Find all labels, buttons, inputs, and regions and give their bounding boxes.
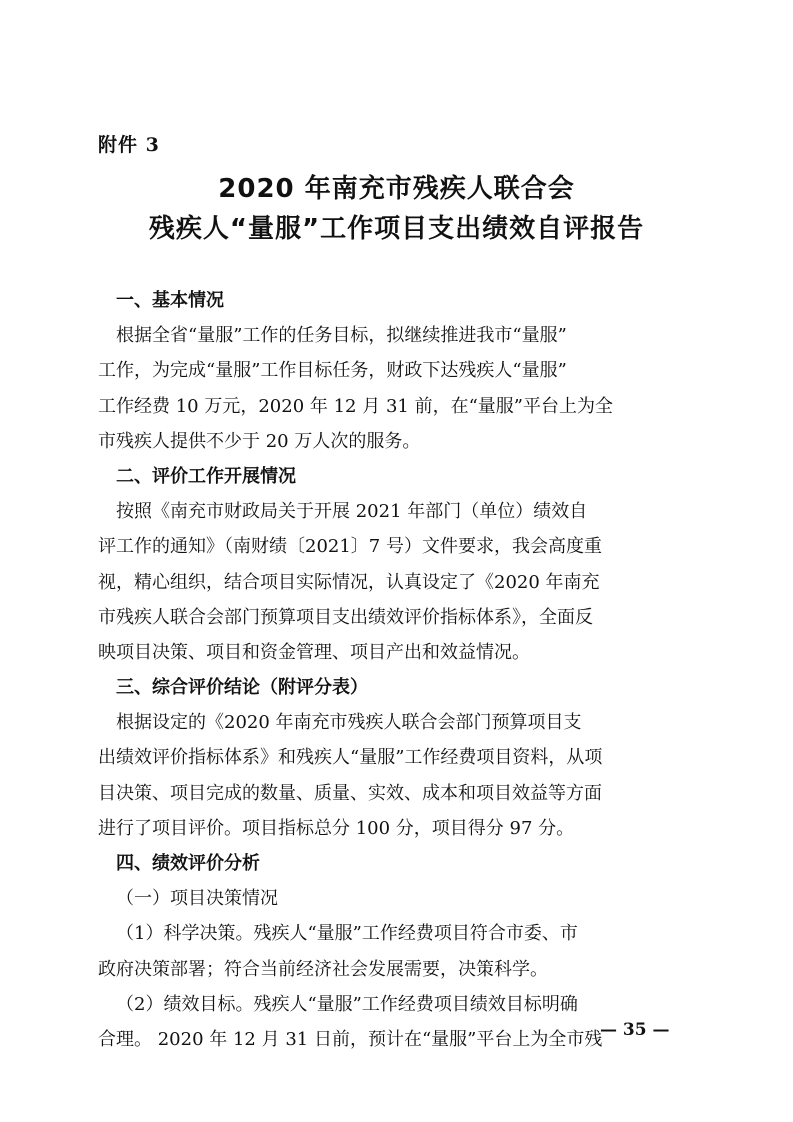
title-line-2: 残疾人“量服”工作项目支出绩效自评报告 <box>148 214 645 244</box>
paragraph-line: （一）项目决策情况 <box>116 888 278 910</box>
paragraph-line: 工作经费 10 万元，2020 年 12 月 31 前，在“量服”平台上为全 <box>98 395 613 417</box>
section-heading: 三、综合评价结论（附评分表） <box>116 677 368 699</box>
section-heading: 二、评价工作开展情况 <box>116 465 296 487</box>
paragraph-line: （1）科学决策。残疾人“量服”工作经费项目符合市委、市 <box>116 923 578 945</box>
paragraph-line: 合理。 2020 年 12 月 31 日前，预计在“量服”平台上为全市残 <box>98 1028 603 1050</box>
paragraph-line: 根据设定的《2020 年南充市残疾人联合会部门预算项目支 <box>116 712 582 734</box>
paragraph-line: 目决策、项目完成的数量、质量、实效、成本和项目效益等方面 <box>98 782 602 804</box>
document-body <box>98 283 698 1057</box>
paragraph-line: 根据全省“量服”工作的任务目标，拟继续推进我市“量服” <box>116 325 567 347</box>
paragraph-line: 政府决策部署；符合当前经济社会发展需要，决策科学。 <box>98 958 548 980</box>
paragraph-line: 进行了项目评价。项目指标总分 100 分，项目得分 97 分。 <box>98 817 575 839</box>
title-line-1: 2020 年南充市残疾人联合会 <box>218 174 575 204</box>
attachment-label: 附件 3 <box>98 134 160 156</box>
section-heading: 一、基本情况 <box>116 290 224 311</box>
paragraph-line: 映项目决策、项目和资金管理、项目产出和效益情况。 <box>98 641 530 663</box>
paragraph-line: 按照《南充市财政局关于开展 2021 年部门（单位）绩效自 <box>116 501 588 523</box>
paragraph-line: 市残疾人提供不少于 20 万人次的服务。 <box>98 430 421 452</box>
section-heading: 四、绩效评价分析 <box>116 853 260 874</box>
paragraph-line: 评工作的通知》（南财绩〔2021〕7 号）文件要求，我会高度重 <box>98 536 602 558</box>
paragraph-line: 出绩效评价指标体系》和残疾人“量服”工作经费项目资料，从项 <box>98 747 603 769</box>
paragraph-line: 工作，为完成“量服”工作目标任务，财政下达残疾人“量服” <box>98 360 567 382</box>
page-number: — 35 — <box>600 1020 670 1040</box>
paragraph-line: 视，精心组织，结合项目实际情况，认真设定了《2020 年南充 <box>98 571 600 593</box>
paragraph-line: 市残疾人联合会部门预算项目支出绩效评价指标体系》，全面反 <box>98 606 593 628</box>
paragraph-line: （2）绩效目标。残疾人“量服”工作经费项目绩效目标明确 <box>116 993 578 1015</box>
